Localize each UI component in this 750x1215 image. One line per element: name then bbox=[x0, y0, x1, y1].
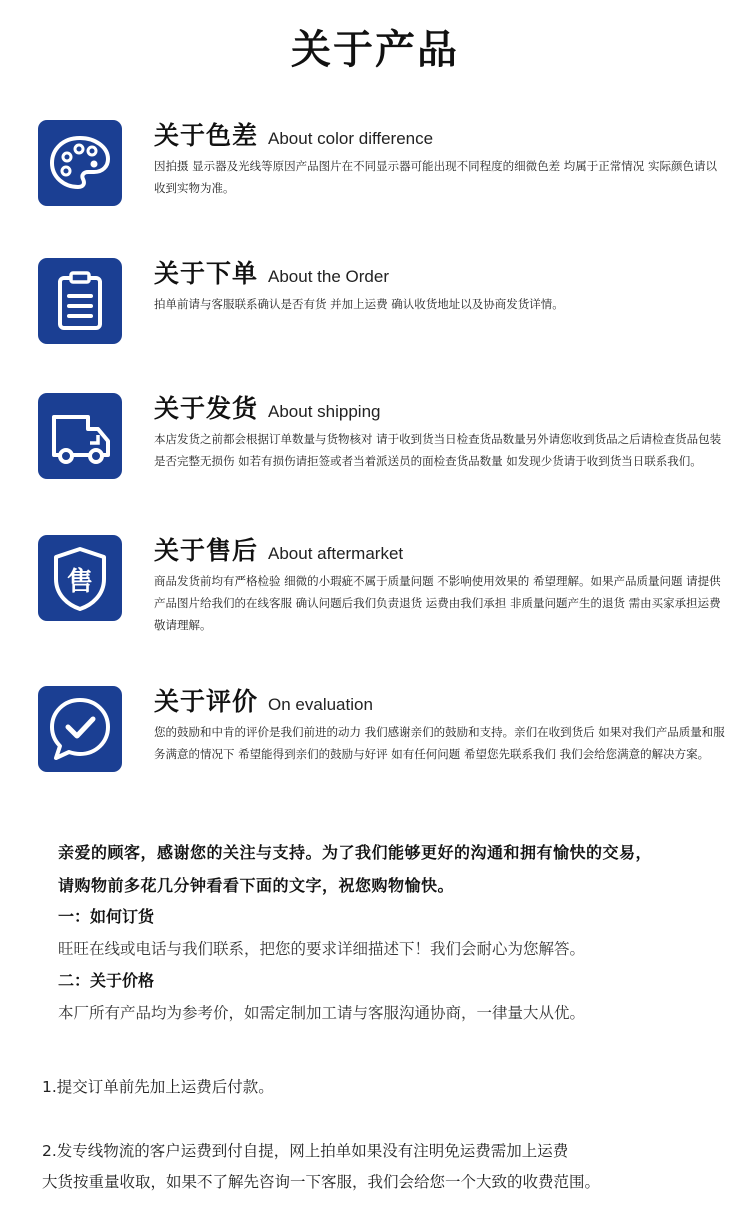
notice-text-price: 本厂所有产品均为参考价，如需定制加工请与客服沟通协商，一律量大从优。 bbox=[58, 1004, 586, 1022]
notice-heading-ordering: 一：如何订货 bbox=[58, 907, 155, 926]
section-title: 关于评价 bbox=[154, 687, 259, 716]
section-subtitle: About shipping bbox=[268, 402, 381, 421]
shield-icon bbox=[38, 535, 122, 621]
palette-icon bbox=[38, 120, 122, 206]
section-subtitle: About the Order bbox=[268, 267, 389, 286]
section-description: 您的鼓励和中肯的评价是我们前进的动力 我们感谢亲们的鼓励和支持。亲们在收到货后 如果对我们产品质量和服务满意的情况下 希望能得到亲们的鼓励与好评 如有任何问题 希望您先联系我们 我们会给您满意的解决方案。 bbox=[154, 725, 725, 761]
section-description: 因拍摄 显示器及光线等原因产品图片在不同显示器可能出现不同程度的细微色差 均属于正常情况 实际颜色请以收到实物为准。 bbox=[154, 159, 717, 195]
section-title: 关于下单 bbox=[154, 259, 259, 288]
shield-glyph: 售 bbox=[66, 567, 94, 597]
section-title: 关于色差 bbox=[154, 121, 259, 150]
section-subtitle: About aftermarket bbox=[268, 544, 404, 563]
customer-notice bbox=[58, 836, 718, 1030]
section-description: 拍单前请与客服联系确认是否有货 并加上运费 确认收货地址以及协商发货详情。 bbox=[154, 297, 564, 311]
note-freight-payment: 1.提交订单前先加上运费后付款。 bbox=[42, 1078, 274, 1096]
note-logistics-line2: 大货按重量收取，如果不了解先咨询一下客服，我们会给您一个大致的收费范围。 bbox=[42, 1173, 601, 1191]
notice-intro-line: 请购物前多花几分钟看看下面的文字，祝您购物愉快。 bbox=[58, 876, 455, 895]
section-title: 关于发货 bbox=[154, 394, 259, 423]
notice-heading-price: 二：关于价格 bbox=[58, 971, 155, 990]
clipboard-icon bbox=[38, 258, 122, 344]
section-description: 本店发货之前都会根据订单数量与货物核对 请于收到货当日检查货品数量另外请您收到货品之后请检查货品包装是否完整无损伤 如若有损伤请拒签或者当着派送员的面检查货品数量 如发现少货请于收到货当日联系我们。 bbox=[154, 432, 722, 468]
truck-icon bbox=[38, 393, 122, 479]
notice-intro-line: 亲爱的顾客，感谢您的关注与支持。为了我们能够更好的沟通和拥有愉快的交易， bbox=[58, 843, 653, 862]
section-title: 关于售后 bbox=[154, 536, 259, 565]
chat-check-icon bbox=[38, 686, 122, 772]
section-description: 商品发货前均有严格检验 细微的小瑕疵不属于质量问题 不影响使用效果的 希望理解。如果产品质量问题 请提供产品图片给我们的在线客服 确认问题后我们负责退货 运费由我们承担 非质量问题产生的退货 需由买家承担运费 敬请理解。 bbox=[154, 574, 721, 632]
note-logistics-line1: 2.发专线物流的客户运费到付自提，网上拍单如果没有注明免运费需加上运费 bbox=[42, 1142, 569, 1160]
section-subtitle: On evaluation bbox=[268, 695, 373, 714]
page-title: 关于产品 bbox=[291, 27, 459, 73]
section-subtitle: About color difference bbox=[268, 129, 434, 148]
notice-text-ordering: 旺旺在线或电话与我们联系，把您的要求详细描述下！我们会耐心为您解答。 bbox=[58, 940, 586, 958]
